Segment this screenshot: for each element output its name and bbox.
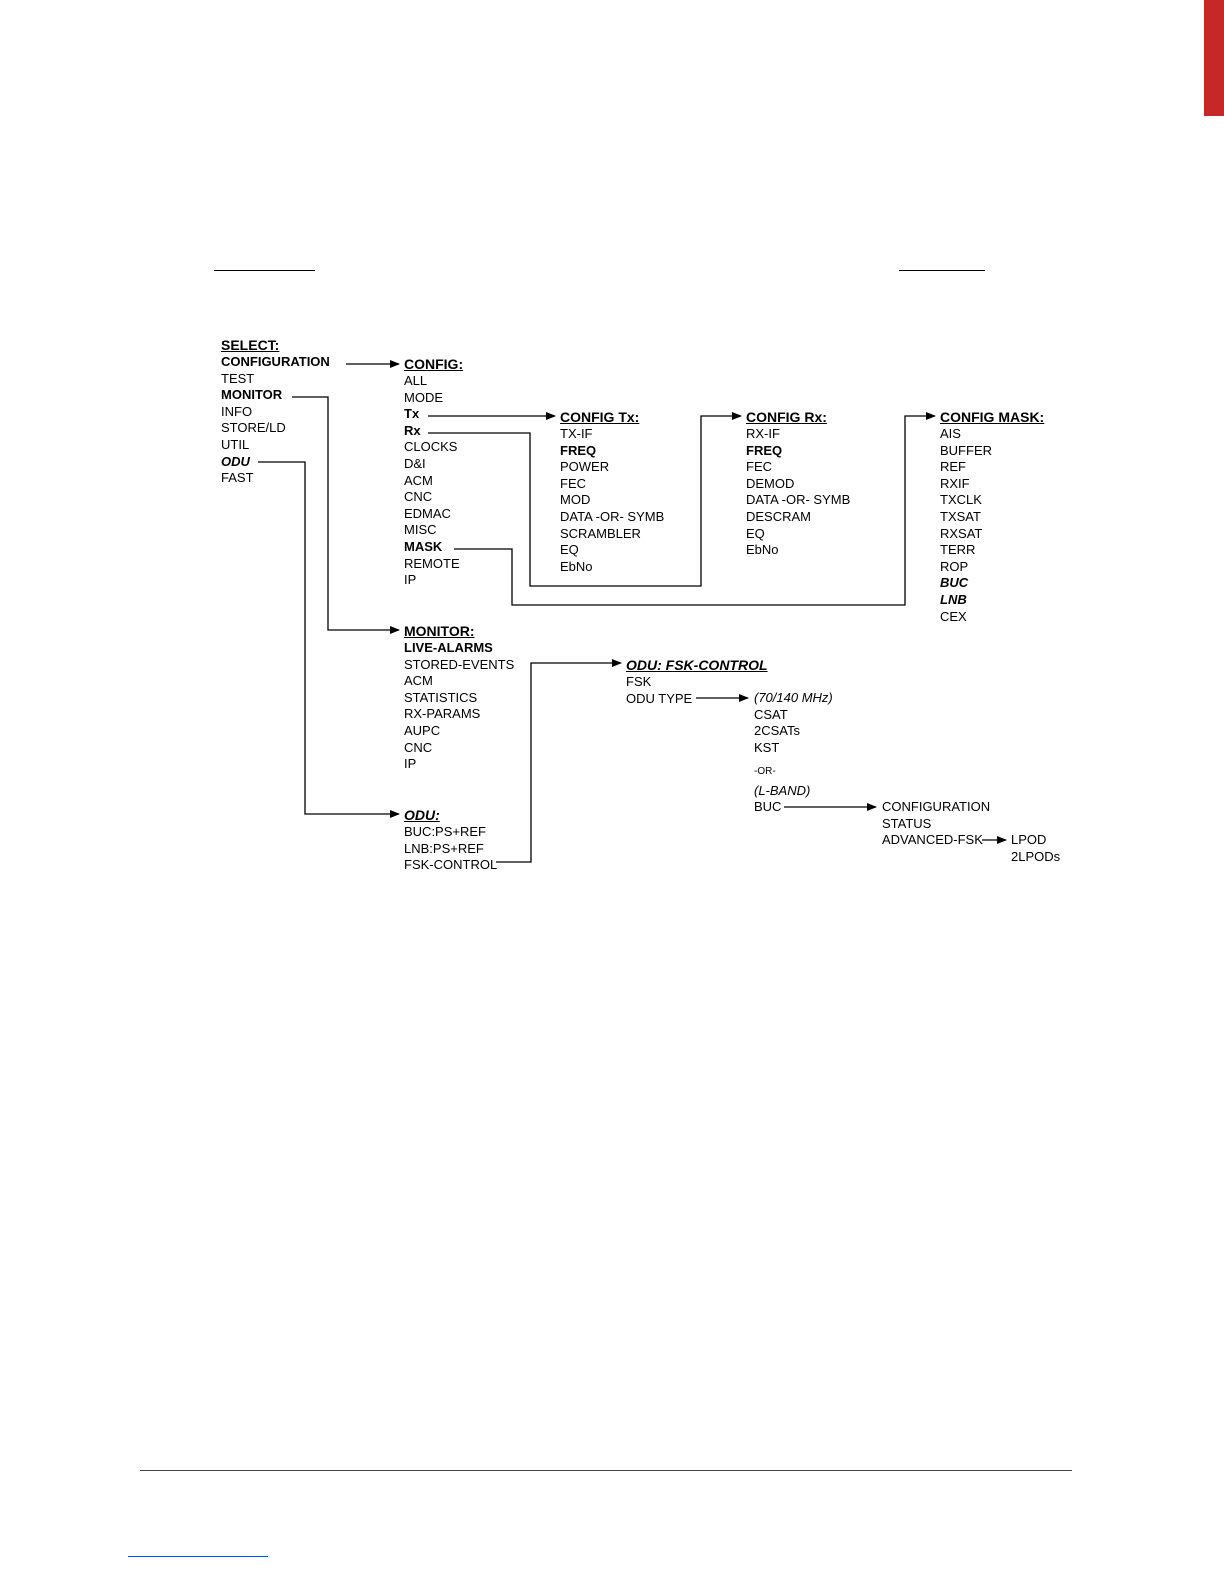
config-tx-item-mod[interactable]: MOD — [560, 492, 591, 508]
config-rx-item-descram[interactable]: DESCRAM — [746, 508, 812, 524]
config-mask-menu-title: CONFIG MASK: — [940, 409, 1045, 425]
mask-item-txsat[interactable]: TXSAT — [940, 508, 981, 524]
page-footer-rule — [140, 1470, 1072, 1471]
select-item-configuration[interactable]: CONFIGURATION — [221, 354, 330, 369]
config-rx-item-freq[interactable]: FREQ — [746, 442, 783, 458]
monitor-menu — [404, 622, 514, 773]
odu-type-item-csat[interactable]: CSAT — [754, 706, 788, 722]
config-rx-item-rx-if[interactable]: RX-IF — [746, 426, 780, 441]
config-tx-item-tx-if[interactable]: TX-IF — [560, 426, 593, 441]
arrow-fsk-control-to-odu-fsk — [496, 663, 621, 862]
select-item-monitor[interactable]: MONITOR — [221, 387, 283, 403]
footer-link-underline[interactable] — [128, 1556, 268, 1557]
odu-type-or-label: -OR- — [754, 766, 776, 777]
select-item-odu[interactable]: ODU — [221, 453, 250, 469]
mask-item-buffer[interactable]: BUFFER — [940, 442, 992, 458]
advanced-fsk-item-2lpods[interactable]: 2LPODs — [1011, 848, 1061, 864]
config-item-tx[interactable]: Tx — [404, 406, 420, 422]
mask-item-rxsat[interactable]: RXSAT — [940, 525, 983, 541]
monitor-item-stored-events[interactable]: STORED-EVENTS — [404, 656, 515, 672]
select-item-test[interactable]: TEST — [221, 370, 255, 386]
config-item-misc[interactable]: MISC — [404, 522, 437, 538]
select-menu — [221, 336, 330, 487]
odu-menu-title: ODU: — [404, 807, 440, 823]
config-tx-item-ebno[interactable]: EbNo — [560, 558, 593, 574]
header-rule-right — [899, 270, 985, 271]
buc-item-advanced-fsk[interactable]: ADVANCED-FSK — [882, 832, 983, 848]
config-mask-menu — [940, 408, 1044, 625]
mask-item-ais[interactable]: AIS — [940, 426, 961, 441]
config-tx-item-eq[interactable]: EQ — [560, 542, 579, 558]
config-rx-item-demod[interactable]: DEMOD — [746, 475, 795, 491]
monitor-item-ip[interactable]: IP — [404, 756, 417, 772]
page-edge-tab — [1204, 0, 1224, 116]
mask-item-rxif[interactable]: RXIF — [940, 475, 970, 491]
config-tx-item-freq[interactable]: FREQ — [560, 442, 597, 458]
select-item-fast[interactable]: FAST — [221, 470, 254, 486]
config-item-ip[interactable]: IP — [404, 572, 417, 588]
config-tx-item-data-or-symb[interactable]: DATA -OR- SYMB — [560, 508, 665, 524]
monitor-menu-title: MONITOR: — [404, 623, 475, 639]
config-item-remote[interactable]: REMOTE — [404, 555, 460, 571]
arrow-odu-to-odu-menu — [258, 462, 399, 814]
arrow-mask-to-config-mask — [454, 416, 935, 605]
buc-menu — [882, 799, 990, 849]
advanced-fsk-menu — [1011, 832, 1060, 865]
config-item-rx[interactable]: Rx — [404, 422, 421, 438]
mask-item-txclk[interactable]: TXCLK — [940, 492, 982, 508]
odu-fsk-control-menu — [626, 656, 768, 707]
advanced-fsk-item-lpod[interactable]: LPOD — [1011, 832, 1047, 847]
fsk-item-fsk[interactable]: FSK — [626, 674, 652, 689]
config-tx-item-fec[interactable]: FEC — [560, 475, 586, 491]
fsk-item-odu-type[interactable]: ODU TYPE — [626, 690, 693, 706]
odu-item-buc-ps-ref[interactable]: BUC:PS+REF — [404, 824, 486, 839]
config-rx-menu-title: CONFIG Rx: — [746, 409, 827, 425]
config-item-mask[interactable]: MASK — [404, 538, 443, 554]
config-item-edmac[interactable]: EDMAC — [404, 505, 451, 521]
odu-type-lband-header: (L-BAND) — [754, 783, 811, 798]
mask-item-ref[interactable]: REF — [940, 459, 966, 475]
monitor-item-acm[interactable]: ACM — [404, 673, 433, 689]
odu-item-fsk-control[interactable]: FSK-CONTROL — [404, 857, 498, 873]
odu-item-lnb-ps-ref[interactable]: LNB:PS+REF — [404, 840, 484, 856]
buc-item-status[interactable]: STATUS — [882, 815, 932, 831]
monitor-item-aupc[interactable]: AUPC — [404, 722, 441, 738]
config-rx-item-ebno[interactable]: EbNo — [746, 542, 779, 558]
mask-item-rop[interactable]: ROP — [940, 558, 969, 574]
odu-type-item-2csats[interactable]: 2CSATs — [754, 723, 800, 739]
config-item-clocks[interactable]: CLOCKS — [404, 439, 458, 455]
odu-type-item-kst[interactable]: KST — [754, 739, 780, 755]
config-tx-item-scrambler[interactable]: SCRAMBLER — [560, 525, 641, 541]
config-tx-item-power[interactable]: POWER — [560, 459, 610, 475]
monitor-item-cnc[interactable]: CNC — [404, 739, 433, 755]
odu-type-if-header: (70/140 MHz) — [754, 690, 833, 705]
mask-item-terr[interactable]: TERR — [940, 542, 976, 558]
monitor-item-statistics[interactable]: STATISTICS — [404, 689, 478, 705]
odu-menu — [404, 806, 497, 874]
config-menu — [404, 355, 463, 589]
config-rx-item-eq[interactable]: EQ — [746, 525, 765, 541]
config-item-d-and-i[interactable]: D&I — [404, 455, 426, 471]
config-item-acm[interactable]: ACM — [404, 472, 433, 488]
monitor-item-rx-params[interactable]: RX-PARAMS — [404, 706, 481, 722]
header-rule-left — [214, 270, 315, 271]
config-tx-menu — [560, 408, 664, 575]
odu-type-item-buc[interactable]: BUC — [754, 799, 782, 814]
mask-item-cex[interactable]: CEX — [940, 608, 967, 624]
config-rx-item-fec[interactable]: FEC — [746, 459, 772, 475]
select-item-store-ld[interactable]: STORE/LD — [221, 420, 286, 436]
select-item-util[interactable]: UTIL — [221, 436, 250, 452]
select-item-info[interactable]: INFO — [221, 403, 253, 419]
config-rx-item-data-or-symb[interactable]: DATA -OR- SYMB — [746, 492, 851, 508]
mask-item-lnb[interactable]: LNB — [940, 591, 967, 607]
buc-item-configuration[interactable]: CONFIGURATION — [882, 799, 991, 814]
config-item-mode[interactable]: MODE — [404, 389, 443, 405]
config-rx-menu — [746, 408, 850, 559]
config-item-all[interactable]: ALL — [404, 373, 428, 388]
config-tx-menu-title: CONFIG Tx: — [560, 409, 640, 425]
config-menu-title: CONFIG: — [404, 356, 464, 372]
select-menu-title: SELECT: — [221, 337, 280, 353]
odu-fsk-control-title: ODU: FSK-CONTROL — [626, 657, 768, 673]
monitor-item-live-alarms[interactable]: LIVE-ALARMS — [404, 640, 493, 655]
config-item-cnc[interactable]: CNC — [404, 489, 433, 505]
mask-item-buc[interactable]: BUC — [940, 575, 969, 591]
odu-type-if-group — [754, 690, 833, 756]
